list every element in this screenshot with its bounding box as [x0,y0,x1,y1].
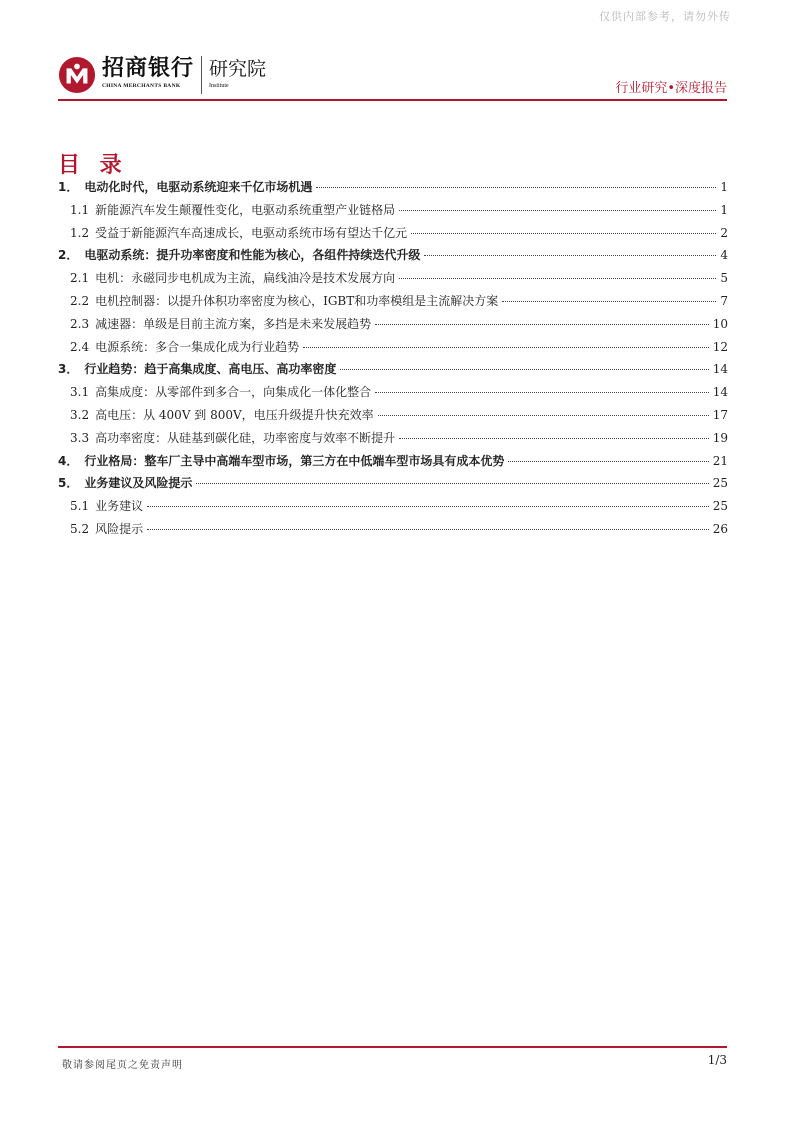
toc-entry-number: 1.1 [70,202,90,217]
toc-entry[interactable] [58,315,728,338]
toc-entry-page: 26 [712,521,728,536]
toc-entry-title: 电驱动系统：提升功率密度和性能为核心，各组件持续迭代升级 [84,248,421,263]
toc-entry-number: 5． [58,476,79,491]
toc-entry-number: 2.1 [70,271,90,286]
toc-entry-page: 25 [712,476,728,491]
toc-entry[interactable] [58,474,728,497]
toc-entry[interactable] [58,429,728,452]
toc-title: 目 录 [58,153,128,178]
toc-entry-number: 5.1 [70,499,90,514]
toc-entry-page: 21 [712,453,728,468]
toc-entry-title: 行业格局：整车厂主导中高端车型市场，第三方在中低端车型市场具有成本优势 [84,453,505,468]
toc-entry-title: 电机控制器：以提升体积功率密度为核心，IGBT和功率模组是主流解决方案 [95,293,499,308]
toc-entry-title: 业务建议 [95,499,144,514]
toc-leader-dots [508,461,708,462]
toc-leader-dots [399,210,716,211]
toc-entry[interactable] [58,406,728,429]
logo-divider [201,56,202,94]
toc-entry-number: 3.3 [70,430,90,445]
toc-entry-page: 2 [720,225,728,240]
toc-entry-title: 业务建议及风险提示 [84,476,193,491]
header-divider [58,99,727,101]
toc-leader-dots [340,369,708,370]
toc-entry-title: 高集成度：从零部件到多合一，向集成化一体化整合 [95,385,372,400]
toc-entry-title: 高功率密度：从硅基到碳化硅，功率密度与效率不断提升 [95,430,396,445]
toc-leader-dots [147,529,709,530]
toc-entry-page: 14 [712,385,728,400]
report-type-label: 行业研究•深度报告 [615,81,727,96]
toc-entry-page: 17 [712,407,728,422]
toc-leader-dots [378,415,709,416]
institute-english-name: Institute [209,83,229,89]
toc-entry[interactable] [58,201,728,224]
cmb-logo-icon [58,56,96,94]
footer-divider [58,1046,727,1048]
toc-entry-page: 10 [712,316,728,331]
toc-entry[interactable] [58,246,728,269]
toc-entry-page: 19 [712,430,728,445]
toc-entry-number: 3.2 [70,407,90,422]
toc-entry-page: 25 [712,499,728,514]
toc-entry-title: 电机：永磁同步电机成为主流，扁线油冷是技术发展方向 [95,271,396,286]
toc-entry[interactable] [58,497,728,520]
toc-entry[interactable] [58,292,728,315]
toc-entry-page: 12 [712,339,728,354]
toc-entry-page: 14 [712,362,728,377]
footer-disclaimer: 敬请参阅尾页之免责声明 [62,1060,183,1071]
toc-entry[interactable] [58,178,728,201]
toc-leader-dots [147,506,709,507]
toc-entry-number: 1． [58,180,79,194]
toc-entry[interactable] [58,520,728,543]
toc-entry[interactable] [58,269,728,292]
toc-entry[interactable] [58,452,728,475]
toc-entry[interactable] [58,338,728,361]
toc-entry-number: 3.1 [70,385,90,400]
watermark-text: 仅供内部参考，请勿外传 [599,10,731,23]
toc-leader-dots [303,347,709,348]
toc-entry-number: 2.3 [70,316,90,331]
logo-english-name: CHINA MERCHANTS BANK [102,83,181,89]
toc-leader-dots [316,187,716,188]
toc-entry-number: 4． [58,453,79,468]
toc-leader-dots [424,255,716,256]
toc-leader-dots [399,278,716,279]
toc-entry[interactable] [58,224,728,247]
toc-entry-title: 行业趋势：趋于高集成度、高电压、高功率密度 [84,362,337,377]
toc-entry-page: 5 [720,271,728,286]
toc-entry-page: 7 [720,293,728,308]
toc-entry-number: 5.2 [70,521,90,536]
toc-leader-dots [196,483,708,484]
toc-entry-page: 1 [720,180,728,194]
toc-entry-number: 2.2 [70,293,90,308]
toc-entry-number: 2.4 [70,339,90,354]
toc-entry-number: 3． [58,362,79,377]
logo-chinese-name: 招商银行 [102,56,195,81]
toc-entry-title: 新能源汽车发生颠覆性变化，电驱动系统重塑产业链格局 [95,202,396,217]
toc-entry-title: 风险提示 [95,521,144,536]
table-of-contents [58,178,728,543]
toc-entry[interactable] [58,360,728,383]
toc-entry[interactable] [58,383,728,406]
toc-entry-title: 电源系统：多合一集成化成为行业趋势 [95,339,300,354]
toc-entry-title: 电动化时代，电驱动系统迎来千亿市场机遇 [84,180,313,194]
bank-logo [58,56,266,100]
toc-leader-dots [399,438,709,439]
toc-entry-page: 4 [720,248,728,263]
toc-entry-title: 减速器：单级是目前主流方案，多挡是未来发展趋势 [95,316,372,331]
toc-leader-dots [375,324,709,325]
toc-leader-dots [502,301,716,302]
toc-entry-number: 1.2 [70,225,90,240]
toc-leader-dots [375,392,709,393]
institute-chinese-name: 研究院 [209,58,267,80]
toc-leader-dots [411,233,716,234]
toc-entry-page: 1 [720,202,728,217]
toc-entry-title: 受益于新能源汽车高速成长，电驱动系统市场有望达千亿元 [95,225,408,240]
toc-entry-number: 2． [58,248,79,263]
page-number: 1/3 [707,1053,727,1067]
toc-entry-title: 高电压：从 400V 到 800V，电压升级提升快充效率 [95,407,374,422]
